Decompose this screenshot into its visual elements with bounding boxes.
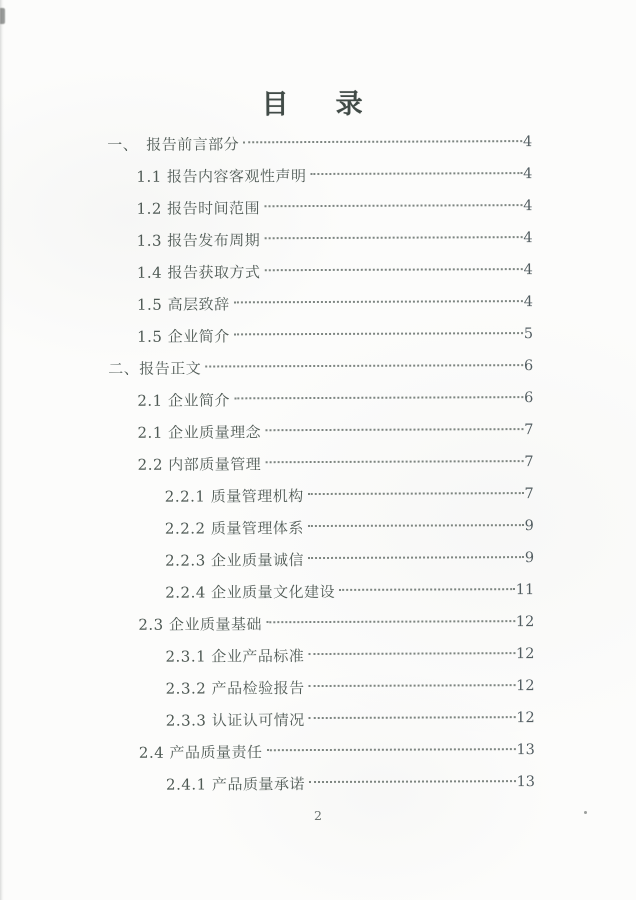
toc-entry-label: 1.5 企业简介: [137, 326, 230, 346]
toc-entry-page: 6: [523, 357, 534, 374]
toc-entry-page: 9: [524, 517, 534, 534]
toc-entry-label: 2.2.1 质量管理机构: [164, 486, 304, 506]
toc-entry: [106, 350, 533, 384]
toc-entry: [105, 126, 532, 160]
toc-entry-page: 11: [515, 581, 535, 598]
toc-entry: [106, 254, 533, 288]
toc-entry-page: 12: [515, 613, 535, 630]
dot-leader: [234, 396, 523, 399]
toc-entry-label: 2.3.3 认证认可情况: [165, 710, 305, 730]
toc-entry-label: 2.1 企业质量理念: [137, 422, 262, 442]
dot-leader: [310, 172, 522, 175]
toc-entry: [106, 318, 533, 352]
toc-entry: [108, 702, 535, 736]
toc-entry: [108, 766, 535, 800]
toc-entry-page: 7: [524, 453, 534, 470]
toc-entry-label: 2.4 产品质量责任: [138, 742, 263, 762]
dot-leader: [234, 332, 523, 335]
toc-entry: [108, 670, 535, 704]
toc-entry-label: 2.3.2 产品检验报告: [165, 678, 305, 698]
footer-page-number: 2: [314, 808, 322, 823]
dot-leader: [266, 748, 515, 751]
dot-leader: [243, 140, 522, 143]
dot-leader: [205, 364, 523, 367]
toc-entry: [107, 606, 534, 640]
toc-entry-page: 4: [523, 261, 533, 278]
toc-entry: [106, 222, 533, 256]
dot-leader: [308, 652, 515, 655]
toc-entry-page: 4: [522, 133, 533, 150]
toc-entry: [108, 734, 535, 768]
toc-entry-page: 13: [516, 773, 536, 790]
toc-entry-page: 7: [524, 485, 534, 502]
toc-entry-page: 6: [524, 389, 534, 406]
toc-entry-page: 9: [524, 549, 535, 566]
dot-leader: [308, 524, 524, 527]
toc-entry-label: 一、 报告前言部分: [107, 134, 240, 154]
toc-entry-label: 1.4 报告获取方式: [136, 262, 261, 282]
toc-entry: [107, 638, 534, 672]
toc-list: [105, 126, 535, 800]
toc-entry-label: 2.1 企业简介: [137, 390, 231, 410]
toc-entry-label: 二、报告正文: [108, 359, 202, 378]
toc-entry-label: 2.2.2 质量管理体系: [164, 518, 304, 538]
toc-entry-label: 2.3.1 企业产品标准: [165, 646, 305, 666]
toc-entry-page: 5: [523, 325, 534, 342]
toc-entry-label: 1.3 报告发布周期: [136, 230, 261, 250]
dot-leader: [264, 236, 522, 239]
dot-leader: [234, 300, 523, 303]
dot-leader: [308, 556, 524, 559]
page-title: 目 录: [261, 88, 373, 121]
toc-entry-page: 4: [523, 197, 533, 214]
toc-entry: [107, 510, 534, 544]
toc-entry-page: 12: [516, 709, 535, 726]
toc-entry: [107, 478, 534, 512]
dot-leader: [265, 428, 523, 431]
toc-entry-page: 12: [516, 677, 535, 694]
dot-leader: [264, 268, 522, 271]
toc-entry-label: 1.2 报告时间范围: [136, 198, 261, 218]
dot-leader: [265, 460, 523, 463]
dot-leader: [309, 716, 516, 719]
dot-leader: [264, 204, 522, 207]
toc-entry-page: 4: [523, 229, 533, 246]
toc-entry-label: 2.2.3 企业质量诚信: [165, 550, 305, 570]
toc-entry-page: 4: [523, 293, 533, 310]
toc-entry-label: 2.3 企业质量基础: [138, 614, 262, 634]
toc-entry: [106, 286, 533, 320]
toc-entry: [107, 574, 534, 608]
toc-entry-page: 12: [515, 645, 535, 662]
toc-entry-page: 13: [516, 741, 535, 758]
toc-entry: [105, 190, 532, 224]
toc-entry-label: 2.2 内部质量管理: [137, 454, 262, 474]
dot-leader: [266, 620, 515, 623]
toc-entry-label: 2.2.4 企业质量文化建设: [165, 582, 336, 602]
toc-entry-label: 1.5 高层致辞: [136, 294, 230, 314]
toc-entry: [107, 542, 534, 576]
dot-leader: [308, 492, 524, 495]
toc-entry: [105, 158, 532, 192]
toc-entry: [107, 446, 534, 480]
toc-entry-label: 2.4.1 产品质量承诺: [165, 774, 306, 794]
toc-entry: [106, 382, 533, 416]
toc-entry-page: 7: [524, 421, 534, 438]
dot-leader: [339, 588, 515, 591]
toc-entry: [106, 414, 533, 448]
toc-entry-label: 1.1 报告内容客观性声明: [136, 166, 307, 186]
dot-leader: [309, 780, 516, 783]
toc-entry-page: 4: [523, 165, 533, 182]
dot-leader: [309, 684, 516, 687]
